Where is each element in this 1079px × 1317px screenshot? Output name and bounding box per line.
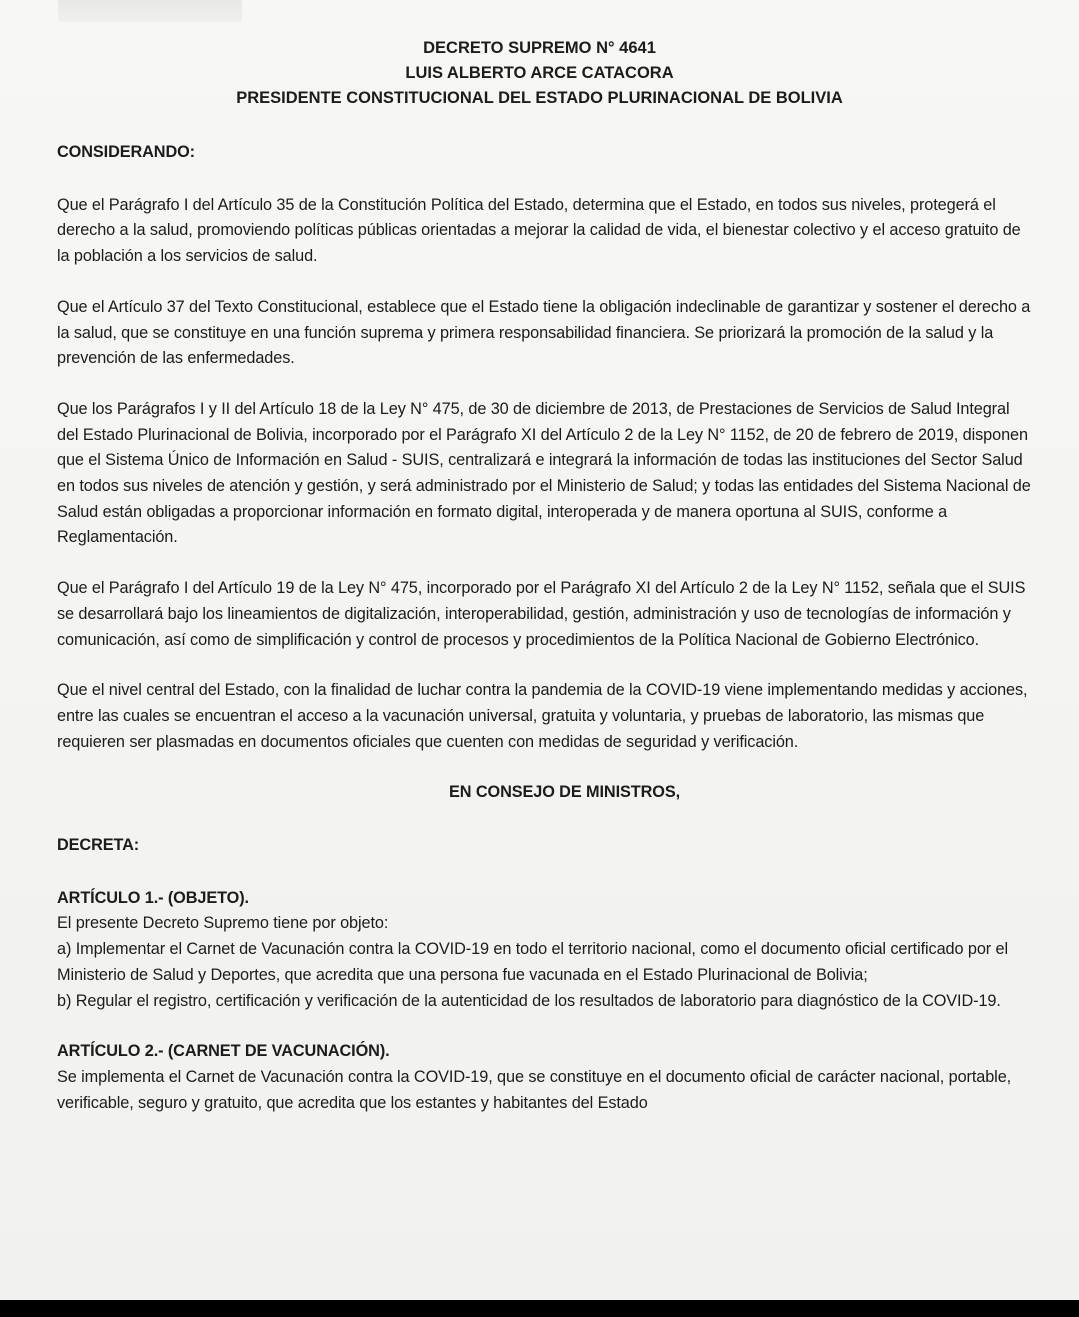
article-2-text: Se implementa el Carnet de Vacunación contra la COVID-19, que se constituye en el documento oficial de carácter nacional, portable, verificable, seguro y gratuito, que acredita que los estantes y habitantes del Estado (57, 1067, 1012, 1112)
consejo-heading: EN CONSEJO DE MINISTROS, (449, 783, 680, 802)
article-1-item-b: b) Regular el registro, certificación y verificación de la autenticidad de los resultados de laboratorio para diagnóstico de la COVID-19. (57, 991, 1001, 1010)
president-title: PRESIDENTE CONSTITUCIONAL DEL ESTADO PLURINACIONAL DE BOLIVIA (236, 89, 843, 107)
document-header (0, 36, 1079, 111)
article-1-intro: El presente Decreto Supremo tiene por objeto: (57, 914, 389, 933)
bottom-bar (0, 1300, 1079, 1317)
article-2-title: ARTÍCULO 2.- (CARNET DE VACUNACIÓN). (57, 1042, 390, 1061)
considerando-paragraph: Que el Parágrafo I del Artículo 19 de la Ley N° 475, incorporado por el Parágrafo XI del Artículo 2 de la Ley N° 1152, señala que el SUIS se desarrollará bajo los lineamientos de digitalización, interoperabilidad, gestión, administración y uso de tecnologías de información y comunicación, así como de simplificación y control de procesos y procedimientos de la Política Nacional de Gobierno Electrónico. (57, 579, 1026, 649)
article-1-title: ARTÍCULO 1.- (OBJETO). (57, 888, 249, 907)
decreta-label: DECRETA: (57, 836, 140, 855)
scan-smudge (58, 0, 242, 22)
considerando-paragraph: Que el nivel central del Estado, con la finalidad de luchar contra la pandemia de la COVID-19 viene implementando medidas y acciones, entre las cuales se encuentran el acceso a la vacunación universal, gratuita y voluntaria, y pruebas de laboratorio, las mismas que requieren ser plasmadas en documentos oficiales que cuenten con medidas de seguridad y verificación. (57, 681, 1028, 751)
document-body (57, 140, 1032, 1116)
considerando-paragraph: Que el Parágrafo I del Artículo 35 de la Constitución Política del Estado, determina que el Estado, en todos sus niveles, protegerá el derecho a la salud, promoviendo políticas públicas orientadas a mejorar la calidad de vida, el bienestar colectivo y el acceso gratuito de la población a los servicios de salud. (57, 195, 1021, 266)
considerando-paragraph: Que el Artículo 37 del Texto Constitucional, establece que el Estado tiene la obligación indeclinable de garantizar y sostener el derecho a la salud, que se constituye en una función suprema y primera responsabilidad financiera. Se priorizará la promoción de la salud y la prevención de las enfermedades. (57, 297, 1031, 368)
considerando-paragraph: Que los Parágrafos I y II del Artículo 18 de la Ley N° 475, de 30 de diciembre de 2013, de Prestaciones de Servicios de Salud Integral del Estado Plurinacional de Bolivia, incorporado por el Parágrafo XI del Artículo 2 de la Ley N° 1152, de 20 de febrero de 2019, disponen que el Sistema Único de Información en Salud - SUIS, centralizará e integrará la información de todas las instituciones del Sector Salud en todos sus niveles de atención y gestión, y será administrado por el Ministerio de Salud; y todas las entidades del Sistema Nacional de Salud están obligadas a proporcionar información en formato digital, interoperada y de manera oportuna al SUIS, conforme a Reglamentación. (57, 399, 1031, 547)
decree-number: DECRETO SUPREMO N° 4641 (423, 39, 656, 57)
considerando-label: CONSIDERANDO: (57, 143, 195, 161)
president-name: LUIS ALBERTO ARCE CATACORA (405, 64, 674, 82)
article-1-item-a: a) Implementar el Carnet de Vacunación contra la COVID-19 en todo el territorio nacional, como el documento oficial certificado por el Ministerio de Salud y Deportes, que acredita que una persona fue vacunada en el Estado Plurinacional de Bolivia; (57, 940, 1009, 984)
